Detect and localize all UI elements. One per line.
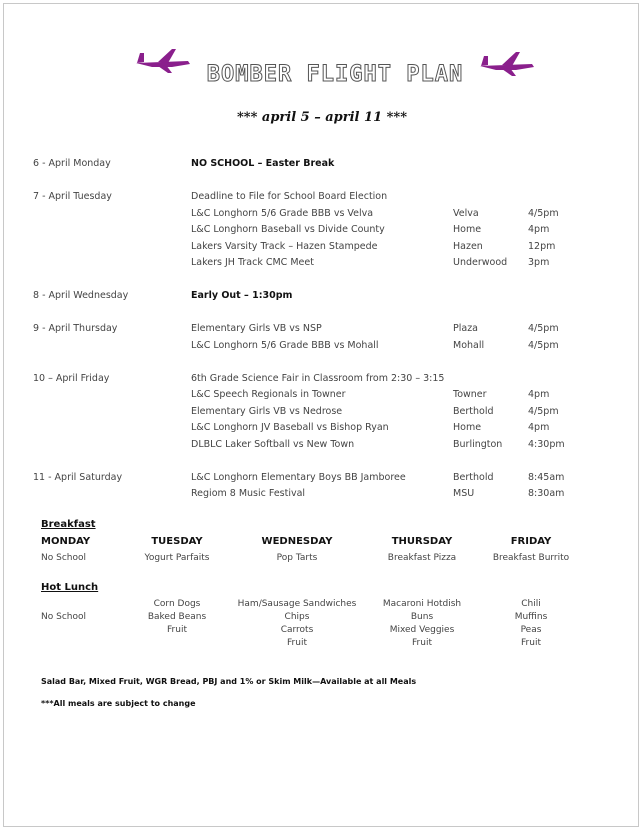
event-title: L&C Longhorn Elementary Boys BB Jamboree [191,471,406,483]
schedule-day [33,288,633,305]
event-row [33,156,633,173]
event-row [33,206,633,223]
event-row [33,486,633,503]
breakfast-item: Yogurt Parfaits [144,553,210,563]
event-location: Hazen [453,240,483,252]
event-title: NO SCHOOL – Easter Break [191,158,335,169]
event-title: L&C Speech Regionals in Towner [191,389,346,400]
event-time: 4pm [528,224,550,235]
breakfast-heading: Breakfast [41,519,96,530]
event-title: Elementary Girls VB vs Nedrose [191,405,343,417]
event-location: MSU [453,488,475,499]
breakfast-item: No School [41,553,86,563]
event-title: L&C Longhorn Baseball vs Divide County [191,224,385,235]
lunch-item: Chili [521,599,541,609]
event-title: DLBLC Laker Softball vs New Town [191,438,355,450]
event-location: Plaza [453,323,478,334]
schedule-day [33,189,633,272]
event-title: Deadline to File for School Board Election [191,191,388,202]
event-time: 4/5pm [528,323,559,334]
event-title: L&C Longhorn 5/6 Grade BBB vs Mohall [191,339,379,351]
day-label: 6 - April Monday [33,158,111,169]
event-location: Velva [453,207,479,219]
meal-day-header: TUESDAY [151,536,203,547]
lunch-item: Fruit [521,638,541,648]
event-title: Regiom 8 Music Festival [191,488,306,499]
event-row [33,371,633,388]
event-time: 4pm [528,389,550,400]
schedule-day [33,321,633,354]
event-title: L&C Longhorn 5/6 Grade BBB vs Velva [191,207,374,219]
day-label: 8 - April Wednesday [33,290,129,301]
airplane-icon [132,45,192,77]
event-time: 4/5pm [528,339,559,351]
event-title: Elementary Girls VB vs NSP [191,323,322,334]
event-time: 4pm [528,422,550,433]
change-note: ***All meals are subject to change [41,699,196,708]
meal-day-header: MONDAY [41,536,91,547]
schedule-day [33,156,633,173]
event-location: Burlington [453,438,503,450]
day-label: 7 - April Tuesday [33,191,112,202]
event-location: Home [453,422,482,433]
schedule-day [33,371,633,454]
lunch-item: Fruit [167,625,187,635]
day-label: 9 - April Thursday [33,323,118,334]
airplane-icon [476,48,536,80]
lunch-item: Ham/Sausage Sandwiches [237,599,357,609]
schedule-day [33,470,633,503]
event-title: Lakers Varsity Track – Hazen Stampede [191,240,378,252]
page-title: BOMBER FLIGHT PLAN [206,62,464,87]
day-label: 11 - April Saturday [33,471,123,483]
breakfast-item: Pop Tarts [276,553,318,563]
weekly-schedule [33,156,633,519]
lunch-item: Baked Beans [147,612,207,622]
event-time: 3pm [528,257,550,268]
event-row [33,387,633,404]
day-label: 10 – April Friday [33,372,110,384]
event-row [33,222,633,239]
event-location: Towner [453,389,487,400]
event-time: 8:45am [528,471,565,483]
event-time: 4/5pm [528,405,559,417]
lunch-item: Buns [410,612,434,622]
date-range: *** april 5 – april 11 *** [236,110,408,125]
breakfast-item: Breakfast Pizza [387,553,457,563]
lunch-item: Muffins [514,612,548,622]
event-location: Underwood [453,257,508,268]
event-location: Mohall [453,339,485,351]
event-time: 4/5pm [528,207,559,219]
lunch-item: Fruit [287,638,307,648]
event-location: Berthold [453,405,494,417]
hot-lunch-heading: Hot Lunch [41,582,99,593]
event-row [33,437,633,454]
meal-day-header: THURSDAY [391,536,453,547]
lunch-item: Chips [284,612,310,622]
event-row [33,321,633,338]
event-row [33,338,633,355]
event-time: 12pm [528,240,556,252]
lunch-item: Fruit [412,638,432,648]
event-row [33,189,633,206]
event-row [33,404,633,421]
event-title: 6th Grade Science Fair in Classroom from 2:30 – 3:15 [191,372,445,384]
event-time: 8:30am [528,488,565,499]
event-time: 4:30pm [528,438,565,450]
lunch-item: Peas [520,625,542,635]
event-row [33,470,633,487]
lunch-item: Carrots [280,625,314,635]
event-row [33,239,633,256]
event-title: Early Out – 1:30pm [191,290,293,301]
breakfast-item: Breakfast Burrito [492,553,570,563]
lunch-item: Macaroni Hotdish [382,599,462,609]
lunch-item: Mixed Veggies [389,625,455,635]
meal-day-header: WEDNESDAY [261,536,333,547]
event-row [33,255,633,272]
event-title: L&C Longhorn JV Baseball vs Bishop Ryan [191,422,389,433]
meal-note: Salad Bar, Mixed Fruit, WGR Bread, PBJ and 1% or Skim Milk—Available at all Meals [41,677,417,686]
lunch-item: No School [41,612,86,622]
event-location: Home [453,224,482,235]
event-title: Lakers JH Track CMC Meet [191,257,314,268]
meal-day-header: FRIDAY [510,536,552,547]
event-row [33,420,633,437]
lunch-item: Corn Dogs [153,599,201,609]
event-location: Berthold [453,471,494,483]
event-row [33,288,633,305]
